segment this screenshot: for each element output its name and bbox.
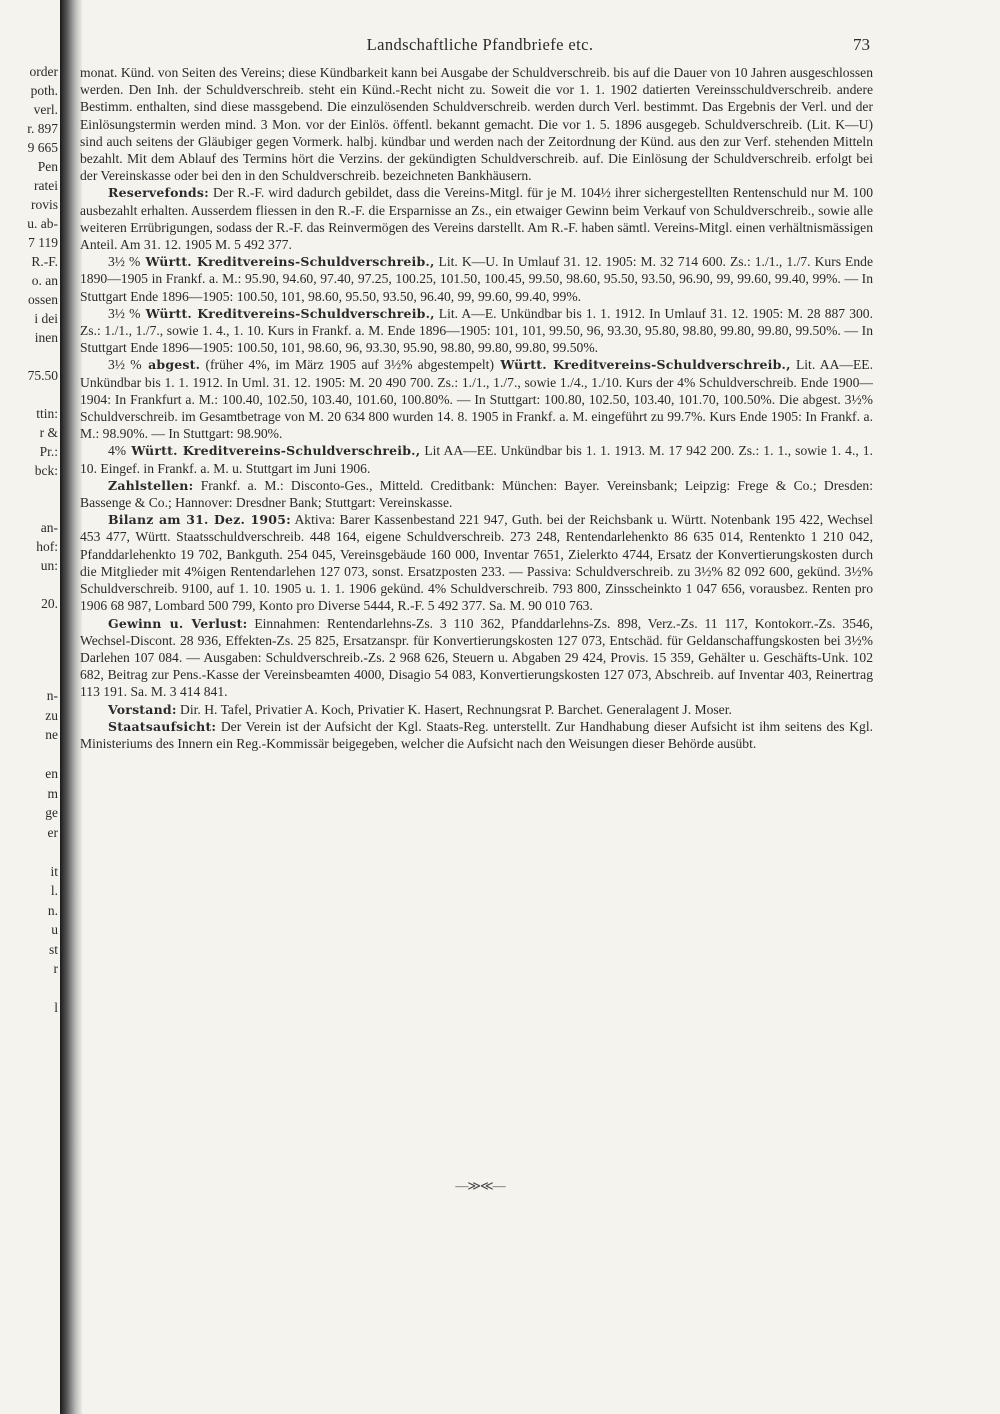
margin-line xyxy=(0,499,58,518)
margin-line: r. 897 xyxy=(27,121,58,136)
paragraph-bond-aa-ee-stamped: 3½ % abgest. (früher 4%, im März 1905 auf 3½% abgestempelt) Württ. Kreditvereins-Schuldverschreib., Lit. AA—EE. Unkündbar bis 1. 1. 1912. In Uml. 31. 12. 1905: M. 20 490 700. Zs.: 1./1., 1./7., sowie 1./4., 1./10. Kurs der 4% Schuldverschreib. Ende 1900—1904: In Frankfurt a. M.: 100.40, 102.50, 103.40, 101.60, 100.80%. — In Stuttgart: 100.80, 102.50, 103.40, 101.70, 100.50%. Die abgest. 3½% Schuldverschreib. im Gesamtbetrage von M. 20 634 800 wurden 14. 8. 1905 in Frankf. a. M. eingeführt zu 99.7%. Kurs Ende 1905: In Frankf. a. M.: 98.90%. — In Stuttgart: 98.90%. xyxy=(80,357,873,442)
margin-line: ratei xyxy=(34,178,58,193)
margin-line: bck: xyxy=(34,463,58,478)
paragraph-gewinn-verlust: Gewinn u. Verlust: Einnahmen: Rentendarlehns-Zs. 3 110 362, Pfanddarlehns-Zs. 898, Verz.-Zs. 11 117, Kontokorr.-Zs. 3546, Wechsel-Discont. 28 936, Effekten-Zs. 25 825, Ersatzanspr. für Konvertierungskosten 127 073, Entschäd. für Geldanschaffungskosten bei 3½% Darlehen 107 084. — Ausgaben: Schuldverschreib.-Zs. 2 968 626, Steuern u. Abgaben 29 424, Provis. 15 359, Gehälter u. Geschäfts-Unk. 102 682, Beitrag zur Pens.-Kasse der Vereinsbeamten 4000, Disagio 54 083, Konvertierungskosten 127 073, Abschreib. auf Inventar 403, Reinertrag 113 191. Sa. M. 3 414 841. xyxy=(80,615,873,700)
margin-line xyxy=(0,347,58,366)
end-ornament: —≫≪— xyxy=(455,1178,505,1193)
margin-line: o. an xyxy=(31,273,58,288)
running-title: Landschaftliche Pfandbriefe etc. xyxy=(366,35,594,54)
margin-line: Pr.: xyxy=(39,444,58,459)
paragraph-staatsaufsicht: Staatsaufsicht: Der Verein ist der Aufsicht der Kgl. Staats-Reg. unterstellt. Zur Handhabung dieser Aufsicht ist ihm seitens des Kgl. Ministeriums des Innern ein Reg.-Kommissär beigegeben, welcher die Aufsicht nach den Weisungen dieser Behörde ausübt. xyxy=(80,718,873,751)
margin-line xyxy=(0,842,58,862)
paragraph-bond-a-e: 3½ % Württ. Kreditvereins-Schuldverschreib., Lit. A—E. Unkündbar bis 1. 1. 1912. In Umlauf 31. 12. 1905: M. 28 887 300. Zs.: 1./1., 1./7., sowie 1. 4., 1. 10. Kurs in Frankf. a. M. Ende 1896—1905: 101, 101, 99.50, 96, 93.30, 95.80, 98.80, 99.80, 99.80, 99.50%. — In Stuttgart Ende 1896—1905: 100.50, 101, 98.60, 96, 93.30, 95.90, 98.80, 99.80, 99.80, 99.50%. xyxy=(80,305,873,356)
margin-line: zu xyxy=(45,707,58,723)
paragraph-reservefonds: Reservefonds: Der R.-F. wird dadurch gebildet, dass die Vereins-Mitgl. für je M. 104½ ihrer sichergestellten Rentenschuld nur M. 100 ausbezahlt erhalten. Ausserdem fliessen in den R.-F. die Ersparnisse an Zs., ein etwaiger Gewinn beim Verkauf von Schuldverschreib., sowie alle weiteren Errübrigungen, sodass der R.-F. das Reinvermögen des Vereins darstellt. Am R.-F. haben sämtl. Vereins-Mitgl. einen verhältnismässigen Anteil. Am 31. 12. 1905 M. 5 492 377. xyxy=(80,185,873,253)
previous-page-margin-text-lower xyxy=(0,686,58,1026)
margin-line: ttin: xyxy=(36,406,58,421)
paragraph-bilanz: Bilanz am 31. Dez. 1905: Aktiva: Barer Kassenbestand 221 947, Guth. bei der Reichsbank u. Württ. Notenbank 195 422, Wechsel 453 477, Württ. Staatsschuldverschreib. 448 164, eigene Schuldverschreib. 273 248, Rentendarlehenkto 86 635 014, Rentenkto 1 210 042, Pfanddarlehenkto 19 702, Bankguth. 254 045, Vereinsgebäude 160 000, Inventar 7651, Zielerkto 4744, Ersatz der Konvertierungskosten durch die Mitglieder mit 4%igen Rentendarlehen 127 073, sonst. Ersatzposten 233. — Passiva: Schuldverschreib. zu 3½% 82 092 600, gekünd. 3½% Schuldverschreib. 9100, auf 1. 10. 1905 u. 1. 1. 1906 gekünd. 4% Schuldverschreib. 793 800, Zinsscheinkto 1 047 656, vorausbez. Renten pro 1906 68 987, Lombard 500 799, Konto pro Diverse 5444, R.-F. 5 492 377. Sa. M. 90 010 763. xyxy=(80,512,873,614)
margin-line: er xyxy=(47,824,58,840)
margin-line: verl. xyxy=(33,102,58,117)
heading-abgest: abgest. xyxy=(141,357,201,373)
margin-line: en xyxy=(45,766,58,781)
margin-line: inen xyxy=(34,330,58,345)
heading-zahlstellen: Zahlstellen: xyxy=(108,477,194,493)
heading-bilanz: Bilanz am 31. Dez. 1905: xyxy=(108,512,291,528)
heading-staatsaufsicht: Staatsaufsicht: xyxy=(108,718,217,734)
heading-bond-aa-ee: Württ. Kreditvereins-Schuldverschreib., xyxy=(493,357,791,373)
margin-line: l. xyxy=(50,883,58,898)
margin-line xyxy=(0,979,58,999)
margin-line: u xyxy=(51,922,58,937)
margin-line: an- xyxy=(40,520,58,535)
margin-line: l xyxy=(54,1000,58,1015)
margin-line: n- xyxy=(46,688,58,703)
book-gutter-shadow xyxy=(60,0,82,1414)
margin-line: 7 119 xyxy=(28,235,58,250)
body-text xyxy=(80,64,873,1114)
heading-vorstand: Vorstand: xyxy=(108,701,177,717)
margin-line: r xyxy=(53,961,58,976)
margin-line: un: xyxy=(40,558,58,573)
margin-line: 9 665 xyxy=(27,140,58,155)
margin-line: it xyxy=(50,863,58,879)
margin-line xyxy=(0,480,58,499)
paragraph-bond-4-percent: 4% Württ. Kreditvereins-Schuldverschreib., Lit AA—EE. Unkündbar bis 1. 1. 1913. M. 17 942 200. Zs.: 1. 1., sowie 1. 4., 1. 10. Eingef. in Frankf. a. M. u. Stuttgart im Juni 1906. xyxy=(80,443,873,476)
margin-line: poth. xyxy=(30,83,58,98)
margin-line: st xyxy=(48,941,58,957)
margin-line: u. ab- xyxy=(27,216,58,231)
paragraph-redemption: monat. Künd. von Seiten des Vereins; diese Kündbarkeit kann bei Ausgabe der Schuldverschreib. bis auf die Dauer von 10 Jahren ausgeschlossen werden. Den Inh. der Schuldverschreib. steht ein Künd.-Recht nicht zu. Soweit die vor 1. 1. 1902 datierten Vereinsschuldverschreib. andere Bestimm. enthalten, sind diese massgebend. Die einzulösenden Schuldverschreib. werden durch Verl. bestimmt. Das Ergebnis der Verl. und der Einlösungstermin werden mind. 3 Mon. vor der Einlös. öffentl. bekannt gemacht. Die vor 1. 5. 1896 ausgegeb. Schuldverschreib. (Lit. K—U) sind auch seitens der Gläubiger gegen Vormerk. halbj. kündbar und werden nach der Zeitordnung der Künd. aus den zur Verf. stehenden Mitteln bezahlt. Mit dem Ablauf des Termins hört die Verzins. der gekündigten Schuldverschreib. auf. Die Einlösung der Schuldverschreib. erfolgt bei der Vereinskasse oder bei den in den Schuldverschreib. bezeichneten Bankhäusern. xyxy=(80,65,873,184)
margin-line: ossen xyxy=(28,292,58,307)
margin-line xyxy=(0,745,58,765)
margin-line: 75.50 xyxy=(27,368,58,383)
page-number: 73 xyxy=(853,35,870,54)
margin-line: rovis xyxy=(31,197,58,212)
heading-bond-k-u: Württ. Kreditvereins-Schuldverschreib., xyxy=(140,254,435,270)
margin-line: Pen xyxy=(37,159,58,174)
margin-line: i dei xyxy=(34,311,58,326)
margin-line: order xyxy=(29,64,58,79)
margin-line xyxy=(0,385,58,404)
paragraph-vorstand: Vorstand: Dir. H. Tafel, Privatier A. Koch, Privatier K. Hasert, Rechnungsrat P. Barchet. Generalagent J. Moser. xyxy=(108,701,732,717)
margin-line: ge xyxy=(45,805,58,820)
paragraph-bond-k-u: 3½ % Württ. Kreditvereins-Schuldverschreib., Lit. K—U. In Umlauf 31. 12. 1905: M. 32 714 600. Zs.: 1./1., 1./7. Kurs Ende 1890—1905 in Frankf. a. M.: 95.90, 94.60, 97.40, 97.25, 100.25, 101.50, 100.45, 99.50, 98.60, 95.50, 93.50, 96.90, 99, 99.60, 99.40, 99%. — In Stuttgart Ende 1896—1905: 100.50, 101, 98.60, 95.50, 93.50, 96.40, 99, 99.60, 99.40, 99%. xyxy=(80,254,873,304)
heading-bond-a-e: Württ. Kreditvereins-Schuldverschreib., xyxy=(140,305,435,321)
margin-line: n. xyxy=(47,902,58,918)
heading-gewinn-verlust: Gewinn u. Verlust: xyxy=(108,615,248,631)
heading-bond-4-percent: Württ. Kreditvereins-Schuldverschreib., xyxy=(126,443,421,459)
margin-line: m xyxy=(47,785,58,801)
margin-line: R.-F. xyxy=(31,254,58,269)
heading-reservefonds: Reservefonds: xyxy=(108,185,209,201)
margin-line xyxy=(0,575,58,594)
margin-line: 20. xyxy=(41,596,58,611)
previous-page-margin-text xyxy=(0,62,58,702)
page-header xyxy=(80,35,880,59)
margin-line: hof: xyxy=(36,539,58,554)
margin-line: ne xyxy=(45,727,58,742)
paragraph-zahlstellen: Zahlstellen: Frankf. a. M.: Disconto-Ges., Mitteld. Creditbank: München: Bayer. Vereinsbank; Leipzig: Frege & Co.; Dresden: Bassenge & Co.; Hannover: Dresdner Bank; Stuttgart: Vereinskasse. xyxy=(80,477,873,511)
margin-line: r & xyxy=(39,425,58,440)
